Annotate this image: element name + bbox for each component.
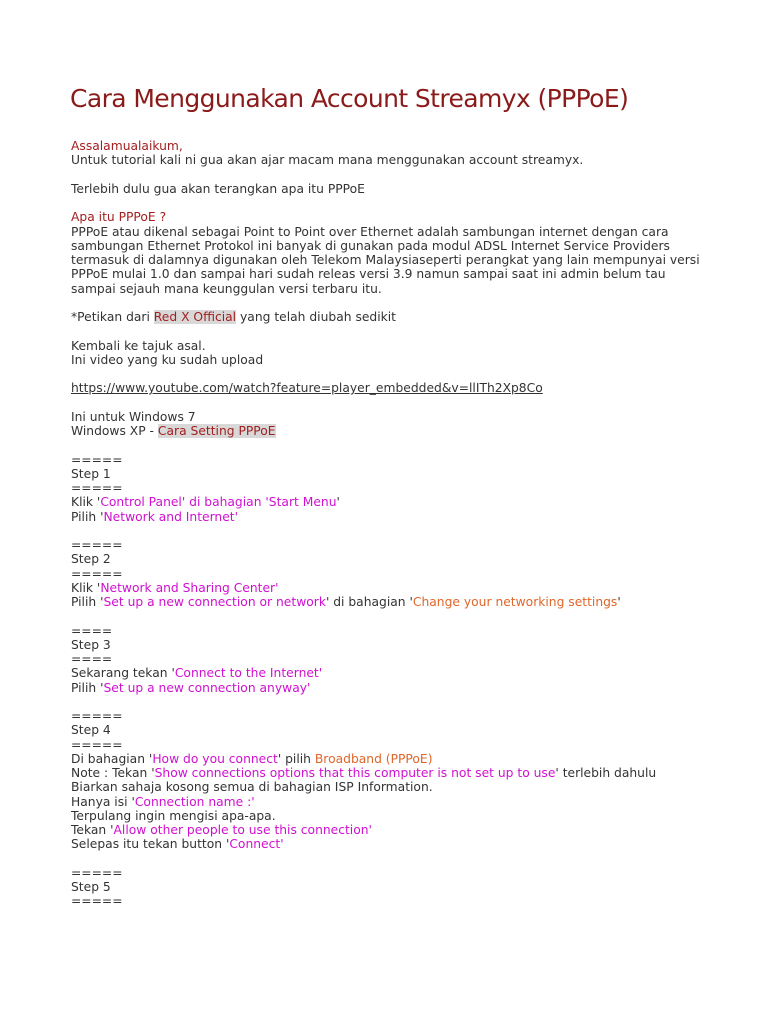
step-2-label: Step 2 <box>71 552 111 567</box>
what-line-2: sambungan Ethernet Protokol ini banyak di gunakan pada modul ADSL Internet Service Providers <box>71 238 670 253</box>
step-4-hanya <box>71 795 761 809</box>
step-5-label: Step 5 <box>71 880 111 894</box>
what-line-4: PPPoE mulai 1.0 dan sampai hari sudah releas versi 3.9 namun sampai saat ini admin belum tau <box>71 267 666 282</box>
separator: ===== <box>71 709 123 723</box>
step-2-line-1 <box>71 581 761 595</box>
connection-name-text: Connection name <box>134 794 244 809</box>
page-title: Cara Menggunakan Account Streamyx (PPPoE) <box>70 84 629 113</box>
tekan-prefix: Sekarang tekan ' <box>71 666 175 681</box>
sharing-center-text: Network and Sharing Center' <box>100 580 279 595</box>
how-connect-text: How do you connect <box>152 751 278 766</box>
separator: ===== <box>71 481 123 495</box>
klik-prefix: Klik ' <box>71 580 101 595</box>
step-4-line-1 <box>71 752 761 766</box>
separator: ===== <box>71 737 123 752</box>
quote: ' <box>336 495 340 510</box>
show-options-text: Show connections options that this computer is not set up to use <box>154 766 556 780</box>
pilih-prefix: Pilih ' <box>71 680 104 695</box>
step-4-kosong: Biarkan sahaja kosong semua di bahagian ISP Information. <box>71 780 433 795</box>
tekan-prefix: Tekan ' <box>71 823 114 837</box>
network-internet-text: Network and Internet' <box>103 509 238 524</box>
end-quote: ' <box>617 595 621 609</box>
step-4-selepas <box>71 837 761 851</box>
what-line-1: PPPoE atau dikenal sebagai Point to Point over Ethernet adalah sambungan internet dengan cara <box>71 224 669 239</box>
explain-first-text: Terlebih dulu gua akan terangkan apa itu PPPoE <box>71 181 365 196</box>
separator: ===== <box>71 538 123 552</box>
connect-internet-text: Connect to the Internet' <box>174 666 323 681</box>
step-4-label: Step 4 <box>71 723 111 738</box>
step-4-note <box>71 766 761 780</box>
setup-network-text: Set up a new connection or network <box>103 595 326 609</box>
step-3-line-2 <box>71 681 761 695</box>
windowsxp-line <box>71 424 761 438</box>
broadband-text: Broadband (PPPoE) <box>314 751 433 766</box>
youtube-link[interactable]: https://www.youtube.com/watch?feature=player_embedded&v=llITh2Xp8Co <box>71 381 543 396</box>
step-1-line-1 <box>71 495 761 509</box>
separator: ==== <box>71 623 113 638</box>
separator: ==== <box>71 652 113 666</box>
control-panel-text: Control Panel' di bahagian 'Start Menu <box>100 495 337 510</box>
video-upload-text: Ini video yang ku sudah upload <box>71 352 264 367</box>
step-1-line-2 <box>71 510 761 524</box>
source-suffix: yang telah diubah sedikit <box>236 310 396 324</box>
note-suffix: ' terlebih dahulu <box>555 766 657 780</box>
separator: ===== <box>71 452 123 467</box>
pilih-prefix: Pilih ' <box>71 595 104 609</box>
step-4-terpulang: Terpulang ingin mengisi apa-apa. <box>71 808 276 823</box>
step-2-line-2 <box>71 595 761 609</box>
klik-prefix: Klik ' <box>71 495 101 510</box>
source-prefix: *Petikan dari <box>71 310 154 324</box>
step-4-tekan <box>71 823 761 837</box>
selepas-prefix: Selepas itu tekan button ' <box>71 837 230 852</box>
step-3-label: Step 3 <box>71 637 111 652</box>
windows7-text: Ini untuk Windows 7 <box>71 409 196 424</box>
document-body <box>71 139 761 909</box>
step-3-line-1 <box>71 666 761 680</box>
setup-anyway-text: Set up a new connection anyway' <box>103 680 311 695</box>
red-x-official-link[interactable]: Red X Official <box>153 310 237 324</box>
middle-text: ' di bahagian ' <box>325 595 413 609</box>
bahagian-prefix: Di bahagian ' <box>71 751 153 766</box>
step-1-label: Step 1 <box>71 466 111 481</box>
note-prefix: Note : Tekan ' <box>71 766 155 780</box>
hanya-suffix: :' <box>243 794 255 809</box>
change-settings-text: Change your networking settings <box>412 595 618 609</box>
windowsxp-prefix: Windows XP - <box>71 424 158 438</box>
connect-button-text: Connect' <box>229 837 284 852</box>
pilih-mid: ' pilih <box>277 751 315 766</box>
pilih-prefix: Pilih ' <box>71 509 104 524</box>
what-line-3: termasuk di dalamnya digunakan oleh Telekom Malaysiaseperti perangkat yang lain mempunyai versi <box>71 253 700 267</box>
greeting: Assalamualaikum, <box>71 139 183 153</box>
separator: ===== <box>71 894 123 909</box>
hanya-prefix: Hanya isi ' <box>71 794 135 809</box>
intro-text: Untuk tutorial kali ni gua akan ajar macam mana menggunakan account streamyx. <box>71 153 584 168</box>
allow-people-text: Allow other people to use this connection' <box>113 823 372 837</box>
what-line-5: sampai sejauh mana keunggulan versi terbaru itu. <box>71 281 382 296</box>
separator: ===== <box>71 865 123 880</box>
separator: ===== <box>71 566 123 581</box>
source-line <box>71 310 761 324</box>
back-to-topic-text: Kembali ke tajuk asal. <box>71 338 206 353</box>
cara-setting-pppoe-link[interactable]: Cara Setting PPPoE <box>157 424 276 438</box>
what-is-pppoe-heading: Apa itu PPPoE ? <box>71 210 167 225</box>
